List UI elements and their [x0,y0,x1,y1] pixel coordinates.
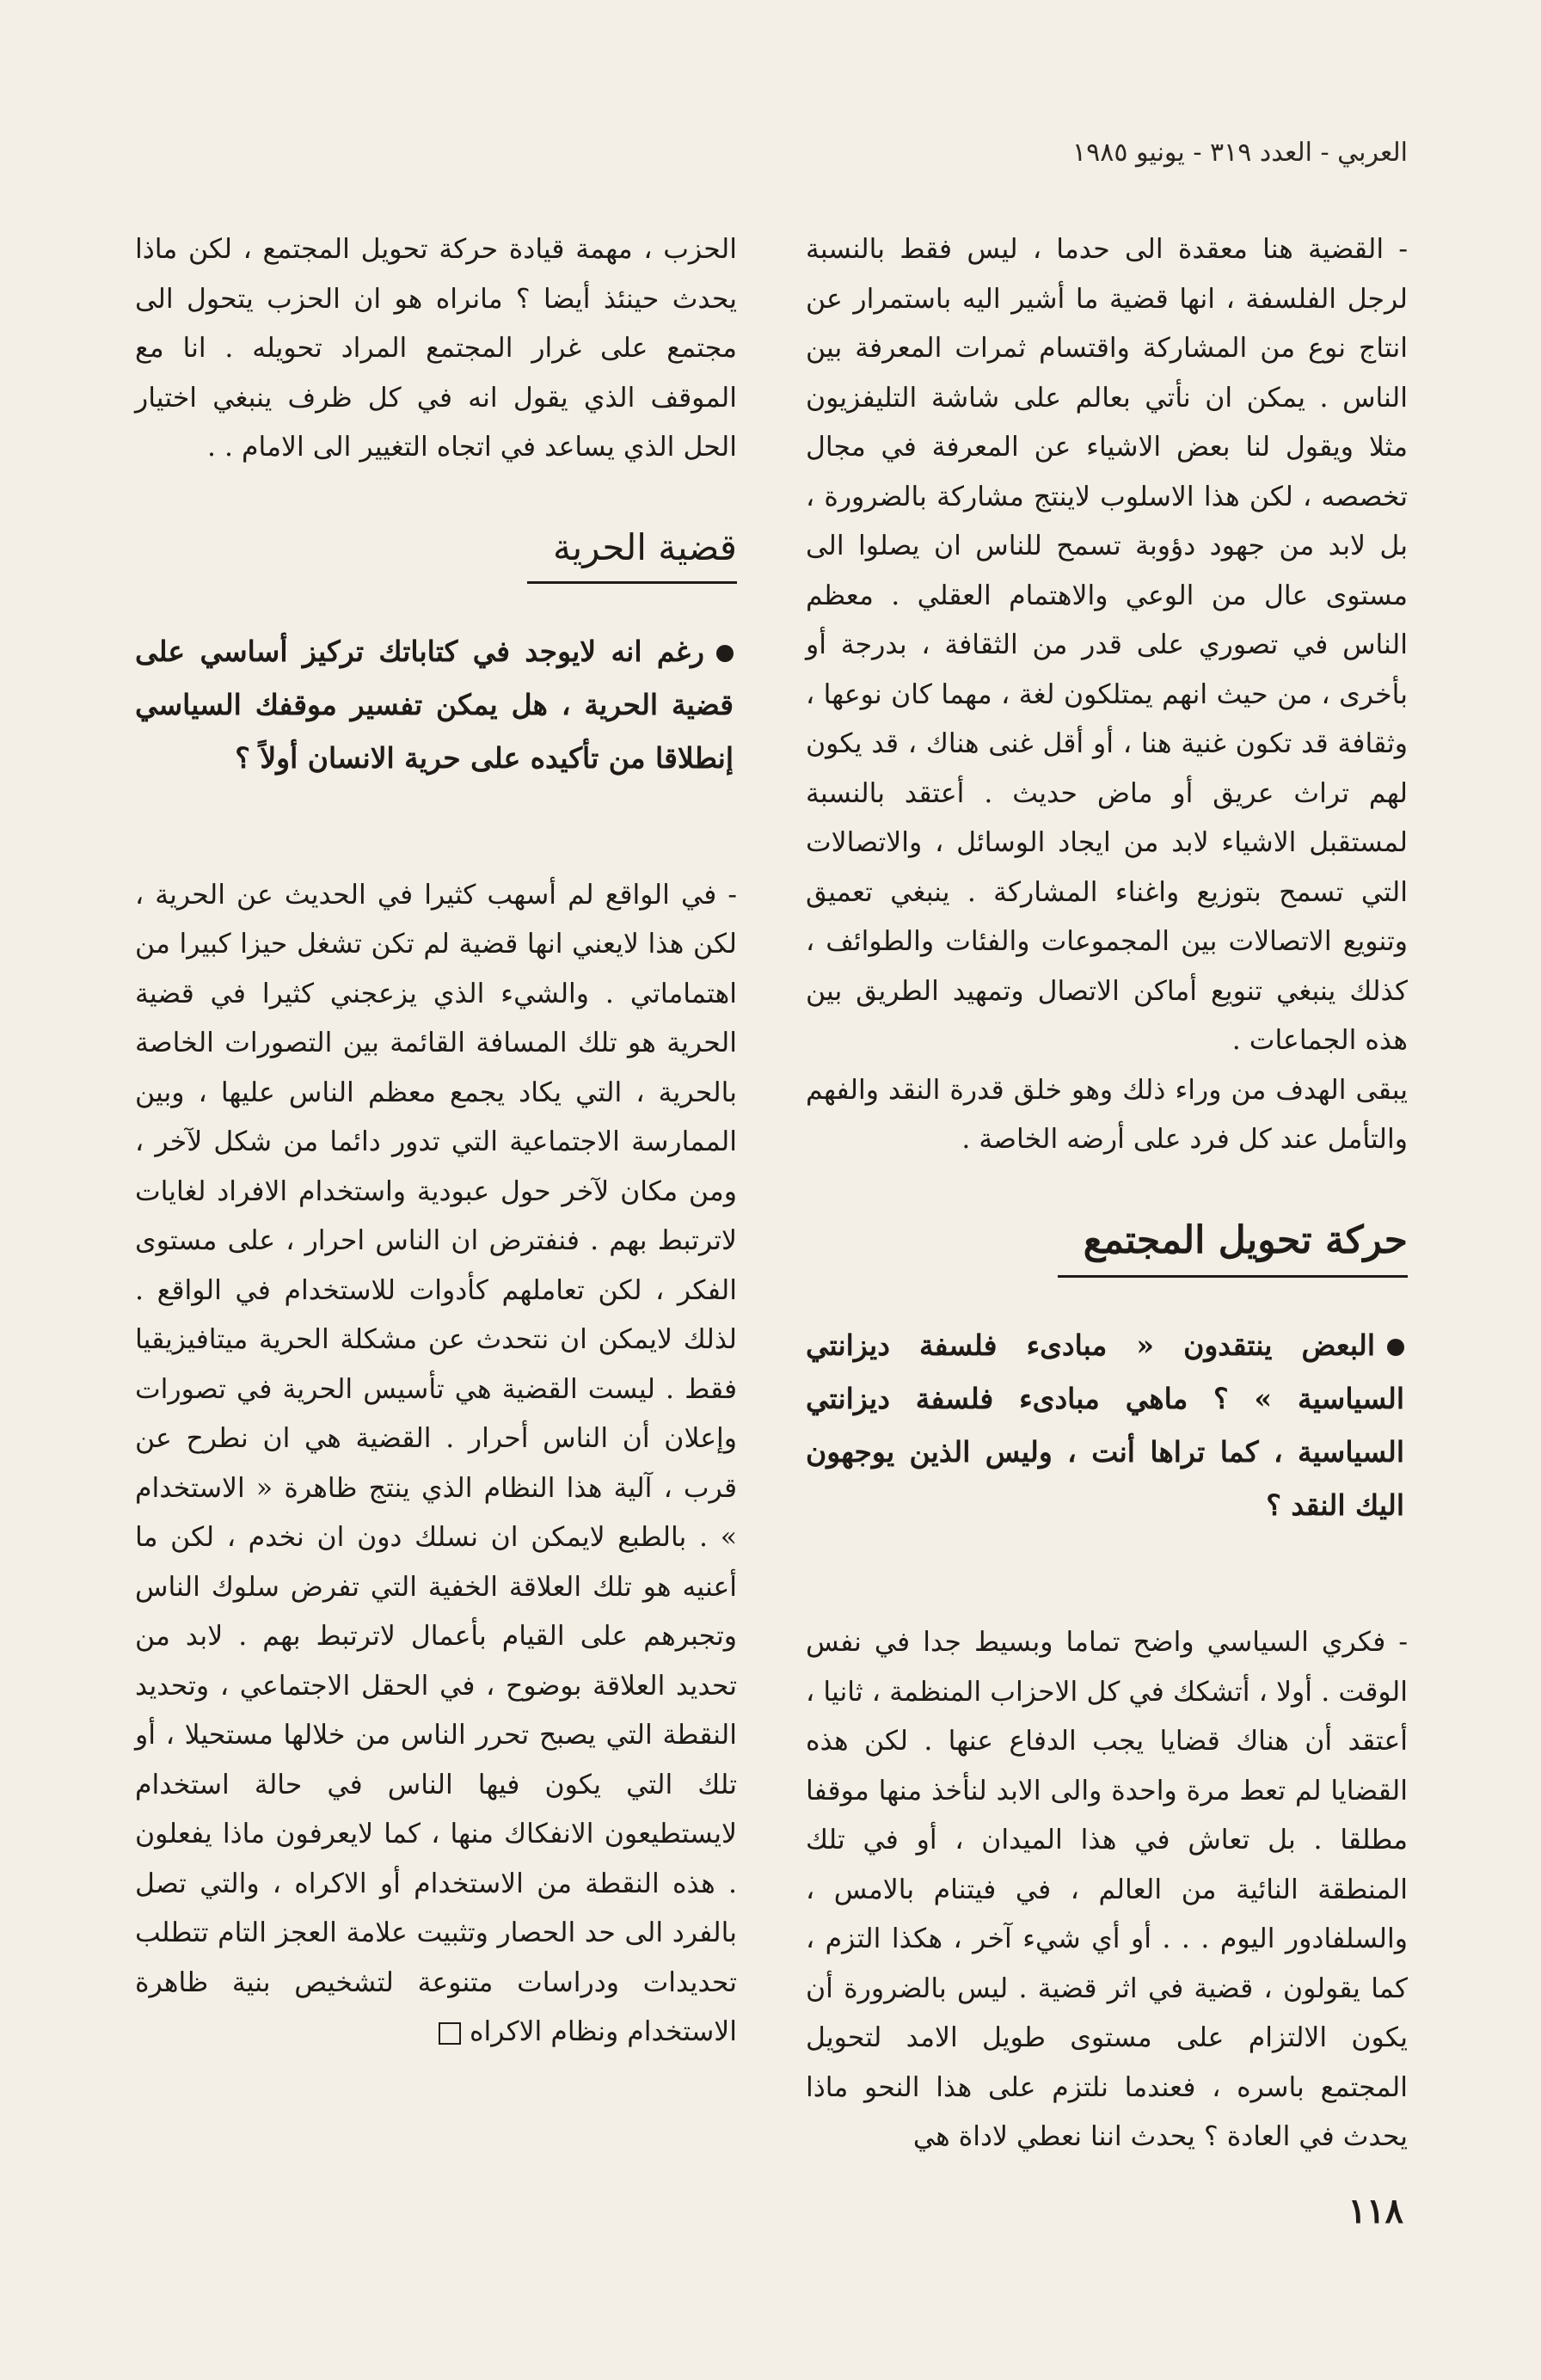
left-column [135,225,737,2058]
question-text: رغم انه لايوجد في كتاباتك تركيز أساسي على قضية الحرية ، هل يمكن تفسير موقفك السياسي إنطلاقا من تأكيده على حرية الانسان أولاً ؟ [135,634,734,775]
end-of-article-icon [439,2022,461,2045]
running-header: العربي - العدد ٣١٩ - يونيو ١٩٨٥ [1072,138,1408,168]
article-paragraph: الحزب ، مهمة قيادة حركة تحويل المجتمع ، لكن ماذا يحدث حينئذ أيضا ؟ مانراه هو ان الحزب يتحول الى مجتمع على غرار المجتمع المراد تحويله . انا مع الموقف الذي يقول انه في كل ظرف ينبغي اختيار الحل الذي يساعد في اتجاه التغيير الى الامام . . [135,234,737,463]
interview-question [135,625,737,785]
interview-answer [135,871,737,2058]
answer-text: - في الواقع لم أسهب كثيرا في الحديث عن الحرية ، لكن هذا لايعني انها قضية لم تكن تشغل حيزا كبيرا من اهتماماتي . والشيء الذي يزعجني كثيرا في قضية الحرية هو تلك المسافة القائمة بين التصورات الخاصة بالحرية ، التي يكاد يجمع معظم الناس عليها ، وبين الممارسة الاجتماعية التي تدور دائما من شكل لآخر ، ومن مكان لآخر حول عبودية واستخدام الافراد لغايات لاترتبط بهم . فنفترض ان الناس احرار ، على مستوى الفكر ، لكن تعاملهم كأدوات للاستخدام في الواقع . لذلك لايمكن ان نتحدث عن مشكلة الحرية ميتافيزيقيا فقط . ليست القضية هي تأسيس الحرية في تصورات وإعلان أن الناس أحرار . القضية هي ان نطرح عن قرب ، آلية هذا النظام الذي ينتج ظاهرة « الاستخدام » . بالطبع لايمكن ان نسلك دون ان نخدم ، لكن ما أعنيه هو تلك العلاقة الخفية التي تفرض سلوك الناس وتجبرهم على القيام بأعمال لاترتبط بهم . لابد من تحديد العلاقة بوضوح ، في الحقل الاجتماعي ، وتحديد النقطة التي يصبح تحرر الناس من خلالها مستحيلا ، أو تلك التي يكون فيها الناس في حالة استخدام لايستطيعون الانفكاك منها ، كما لايعرفون ماذا يفعلون . هذه النقطة من الاستخدام أو الاكراه ، والتي تصل بالفرد الى حد الحصار وتثبيت علامة العجز التام تتطلب تحديدات ودراسات متنوعة لتشخيص بنية ظاهرة الاستخدام ونظام الاكراه [135,879,737,2048]
bullet-icon [1387,1339,1404,1356]
interview-answer: - فكري السياسي واضح تماما وبسيط جدا في نفس الوقت . أولا ، أتشكك في كل الاحزاب المنظمة ، ثانيا ، أعتقد أن هناك قضايا يجب الدفاع عنها . لكن هذه القضايا لم تعط مرة واحدة والى الابد لنأخذ منها موقفا مطلقا . بل تعاش في هذا الميدان ، أو في تلك المنطقة النائية من العالم ، في فيتنام بالامس ، والسلفادور اليوم . . . أو أي شيء آخر ، هكذا التزم ، كما يقولون ، قضية في اثر قضية . ليس بالضرورة أن يكون الالتزام على مستوى طويل الامد لتحويل المجتمع باسره ، فعندما نلتزم على هذا النحو ماذا يحدث في العادة ؟ يحدث اننا نعطي لاداة هي [806,1627,1408,2153]
interview-question [806,1319,1408,1532]
article-paragraph: - القضية هنا معقدة الى حدما ، ليس فقط بالنسبة لرجل الفلسفة ، انها قضية ما أشير اليه باستمرار عن انتاج نوع من المشاركة واقتسام ثمرات المعرفة بين الناس . يمكن ان نأتي بعالم على شاشة التليفزيون مثلا ويقول لنا بعض الاشياء عن المعرفة في مجال تخصصه ، لكن هذا الاسلوب لاينتج مشاركة بالضرورة ، بل لابد من جهود دؤوبة تسمح للناس ان يصلوا الى مستوى عال من الوعي والاهتمام العقلي . معظم الناس في تصوري على قدر من الثقافة ، بدرجة أو بأخرى ، من حيث انهم يمتلكون لغة ، مهما كان نوعها ، وثقافة قد تكون غنية هنا ، أو أقل غنى هناك ، قد يكون لهم تراث عريق أو ماض حديث . أعتقد بالنسبة لمستقبل الاشياء لابد من ايجاد الوسائل ، والاتصالات التي تسمح بتوزيع واغناء المشاركة . ينبغي تعميق وتنويع الاتصالات بين المجموعات والفئات والطوائف ، كذلك ينبغي تنويع أماكن الاتصال وتمهيد الطريق بين هذه الجماعات . [806,234,1408,1056]
section-heading: حركة تحويل المجتمع [1058,1218,1408,1279]
section-heading: قضية الحرية [527,526,737,584]
article-paragraph: يبقى الهدف من وراء ذلك وهو خلق قدرة النقد والفهم والتأمل عند كل فرد على أرضه الخاصة . [806,1074,1408,1155]
question-text: البعض ينتقدون « مبادىء فلسفة ديزانتي السياسية » ؟ ماهي مبادىء فلسفة ديزانتي السياسية ، كما تراها أنت ، وليس الذين يوجهون اليك النقد ؟ [806,1328,1404,1523]
right-column [806,225,1408,2162]
page-number: ١١٨ [1348,2191,1403,2231]
bullet-icon [716,645,734,662]
